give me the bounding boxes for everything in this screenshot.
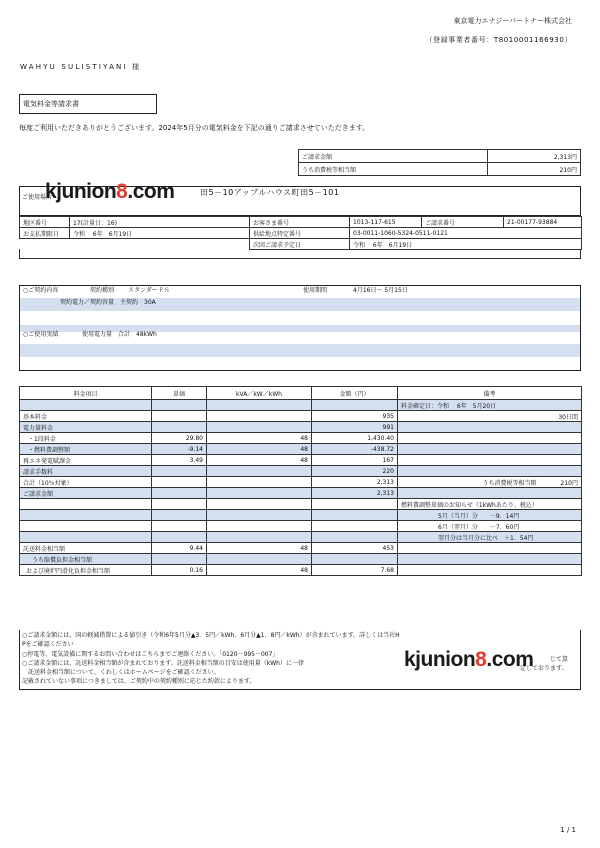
header-cell: 備考	[398, 387, 582, 400]
charges-row	[20, 532, 582, 543]
charges-row	[20, 433, 582, 444]
charges-cell	[207, 499, 312, 510]
charges-cell: 991	[312, 422, 398, 433]
charges-cell: 5月（当月）分 －9．14円	[398, 510, 582, 521]
charges-header-row	[20, 387, 582, 400]
charges-cell	[312, 510, 398, 521]
charges-cell: 1,430.40	[312, 433, 398, 444]
info-row	[20, 228, 582, 239]
charges-cell: 167	[312, 455, 398, 466]
info-cell: 令和 6年 6月19日	[70, 228, 250, 239]
charges-cell	[398, 422, 582, 433]
charges-cell	[207, 477, 312, 488]
header-cell: 料金項目	[20, 387, 152, 400]
summary-value: 210円	[487, 163, 580, 176]
charges-cell	[20, 532, 152, 543]
charges-cell: 2,313	[312, 488, 398, 499]
charges-cell	[207, 411, 312, 422]
charges-cell	[398, 488, 582, 499]
info-cell: 1013-117-615	[350, 217, 422, 228]
charges-cell: 託送料金相当額	[20, 543, 152, 554]
header-cell: 金額（円）	[312, 387, 398, 400]
charges-cell: 6月（翌月）分 －7．60円	[398, 521, 582, 532]
charges-cell: 0.16	[152, 565, 207, 576]
charges-cell	[152, 477, 207, 488]
usage-label: ○ご使用実績	[23, 331, 59, 338]
company-name: 東京電力エナジーパートナー株式会社	[453, 17, 572, 25]
charges-row	[20, 466, 582, 477]
charges-cell	[207, 488, 312, 499]
charges-table	[19, 386, 582, 576]
charges-cell: ・1段料金	[20, 433, 152, 444]
charges-cell: 3.49	[152, 455, 207, 466]
charges-cell	[312, 554, 398, 565]
charges-cell	[152, 411, 207, 422]
charges-cell	[152, 422, 207, 433]
charges-cell	[398, 466, 582, 477]
charges-row	[20, 510, 582, 521]
charges-cell	[20, 510, 152, 521]
contract-type: スタンダードＳ	[128, 287, 170, 294]
charges-cell	[152, 488, 207, 499]
summary-table	[298, 149, 581, 176]
charges-cell: および廃炉円滑化負担金相当額	[20, 565, 152, 576]
note-line: 記載されていない事項につきましては、ご契約中の契約種別に応じた約款によります。	[22, 678, 256, 686]
charges-cell	[398, 543, 582, 554]
charges-row	[20, 455, 582, 466]
charges-cell	[20, 521, 152, 532]
contract-box	[19, 285, 581, 371]
charges-cell	[20, 400, 152, 411]
charges-row	[20, 499, 582, 510]
charges-cell: -9.14	[152, 444, 207, 455]
charges-cell	[152, 554, 207, 565]
charges-cell	[152, 466, 207, 477]
charges-cell	[152, 510, 207, 521]
info-cell: 03-0011-1060-5324-0511-0121	[350, 228, 582, 239]
charges-cell	[207, 422, 312, 433]
charges-cell	[207, 510, 312, 521]
info-row	[20, 217, 582, 228]
charges-cell	[207, 466, 312, 477]
info-cell: ご請求番号	[422, 217, 504, 228]
charges-cell	[398, 433, 582, 444]
charges-cell	[398, 554, 582, 565]
contract-row	[20, 311, 580, 325]
charges-cell: 30日間	[398, 411, 582, 422]
info-cell: 令和 6年 6月19日	[350, 239, 582, 250]
charges-cell	[398, 455, 582, 466]
charges-cell: 935	[312, 411, 398, 422]
summary-row	[299, 163, 581, 176]
charges-cell	[207, 400, 312, 411]
charges-cell: 48	[207, 433, 312, 444]
charges-cell: 翌月分は当月分に比べ ＋1．54円	[398, 532, 582, 543]
header-cell: kVA／kW／kWh	[207, 387, 312, 400]
note-line: ○停電等、電気設備に関するお問い合わせはこちらまでご連絡ください。「0120－995－007」	[22, 650, 279, 658]
charges-cell: 料金確定日：令和 6年 5月20日	[398, 400, 582, 411]
charges-cell	[207, 554, 312, 565]
info-cell: 次回ご請求予定日	[250, 239, 350, 250]
charges-cell: 453	[312, 543, 398, 554]
charges-cell: 合計（10％対象）	[20, 477, 152, 488]
charges-cell	[152, 532, 207, 543]
address-value: 田5－10アップルハウス町田5－101	[200, 188, 340, 197]
charges-cell: 48	[207, 455, 312, 466]
charges-cell	[152, 521, 207, 532]
summary-value: 2,313円	[487, 150, 580, 163]
header-cell: 単価	[152, 387, 207, 400]
charges-cell	[312, 499, 398, 510]
info-cell: 供給地点特定番号	[250, 228, 350, 239]
charges-cell: 燃料費調整単価のお知らせ（1kWhあたり、税込）	[398, 499, 582, 510]
charges-cell: 48	[207, 565, 312, 576]
info-cell	[20, 239, 250, 250]
info-cell: お客さま番号	[250, 217, 350, 228]
period-label: 使用期間	[303, 287, 328, 294]
greeting: 毎度ご利用いただきありがとうございます。2024年5月分の電気料金を下記の通りご請求させていただきます。	[19, 124, 370, 132]
info-blank-row	[19, 249, 581, 259]
charges-row	[20, 521, 582, 532]
charges-cell	[152, 400, 207, 411]
page-number: 1 / 1	[560, 826, 576, 834]
charges-row	[20, 488, 582, 499]
charges-row	[20, 477, 582, 488]
charges-row	[20, 444, 582, 455]
charges-cell	[312, 400, 398, 411]
usage-value: 使用電力量 合計 48kWh	[82, 331, 157, 338]
charges-cell	[152, 499, 207, 510]
charges-cell: うち消費税等相当額 210円	[398, 477, 582, 488]
summary-row	[299, 150, 581, 163]
charges-row	[20, 422, 582, 433]
watermark: kjunion8.com	[45, 180, 175, 203]
watermark: kjunion8.com	[404, 648, 534, 671]
charges-cell: 29.80	[152, 433, 207, 444]
charges-row	[20, 411, 582, 422]
contract-row	[20, 298, 580, 311]
charges-cell: ご請求金額	[20, 488, 152, 499]
charges-cell: 電力量料金	[20, 422, 152, 433]
charges-cell: 220	[312, 466, 398, 477]
notes	[22, 631, 400, 687]
charges-cell	[312, 521, 398, 532]
summary-label: うち消費税等相当額	[299, 163, 488, 176]
note-line: Pをご確認ください	[22, 641, 74, 649]
summary-label: ご請求金額	[299, 150, 488, 163]
charges-cell	[207, 532, 312, 543]
charges-cell	[207, 521, 312, 532]
info-row	[20, 239, 582, 250]
note-fragment: じて算	[550, 656, 569, 663]
info-cell: 21-00177-93884	[504, 217, 582, 228]
info-table	[19, 216, 582, 250]
contract-capacity: 契約電力／契約容量 主契約 30A	[60, 299, 156, 306]
charges-cell	[398, 565, 582, 576]
charges-cell	[398, 444, 582, 455]
charges-cell: -438.72	[312, 444, 398, 455]
registration-number: （登録事業者番号：T8010001166930）	[425, 36, 572, 44]
contract-row	[20, 332, 580, 344]
period-value: 4月16日～ 5月15日	[353, 287, 408, 294]
charges-cell: 48	[207, 543, 312, 554]
charges-row	[20, 565, 582, 576]
address-label: ご使用場所	[22, 194, 53, 201]
charges-cell: うち賠償負担金相当額	[20, 554, 152, 565]
customer-name: WAHYU SULISTIYANI 様	[20, 63, 142, 71]
charges-cell: 9.44	[152, 543, 207, 554]
charges-cell: 請求手数料	[20, 466, 152, 477]
doc-title: 電気料金等請求書	[23, 100, 79, 108]
info-cell: お支払期限日	[20, 228, 70, 239]
charges-row	[20, 554, 582, 565]
charges-cell	[20, 499, 152, 510]
note-line: ○ご請求金額には、託送料金相当額が含まれております。託送料金相当額の目安は使用量（kWh）に一律	[22, 659, 304, 667]
charges-cell: 48	[207, 444, 312, 455]
charges-cell: 再エネ発電賦課金	[20, 455, 152, 466]
note-line: 託送料金相当額について、くわしくはホームページをご確認ください。	[22, 669, 220, 677]
info-cell: 地区番号	[20, 217, 70, 228]
charges-cell: ・燃料費調整額	[20, 444, 152, 455]
charges-cell	[312, 532, 398, 543]
doc-title-box	[19, 94, 157, 114]
charges-row	[20, 400, 582, 411]
charges-cell: 2,313	[312, 477, 398, 488]
info-cell: 17(計量日：16)	[70, 217, 250, 228]
note-line: ○ご請求金額には、国の軽減措置による値引き（令和6年5月分▲3．5円／kWh、6月分▲1．8円／kWh）が含まれています。詳しくは当社H	[22, 632, 400, 639]
contract-type-label: 契約種別	[90, 287, 115, 294]
charges-cell: 基本料金	[20, 411, 152, 422]
charges-row	[20, 543, 582, 554]
contract-row	[20, 344, 580, 357]
contract-label: ○ご契約内容	[23, 287, 59, 294]
note-fragment: 定しております。	[520, 665, 568, 672]
charges-cell: 7.68	[312, 565, 398, 576]
